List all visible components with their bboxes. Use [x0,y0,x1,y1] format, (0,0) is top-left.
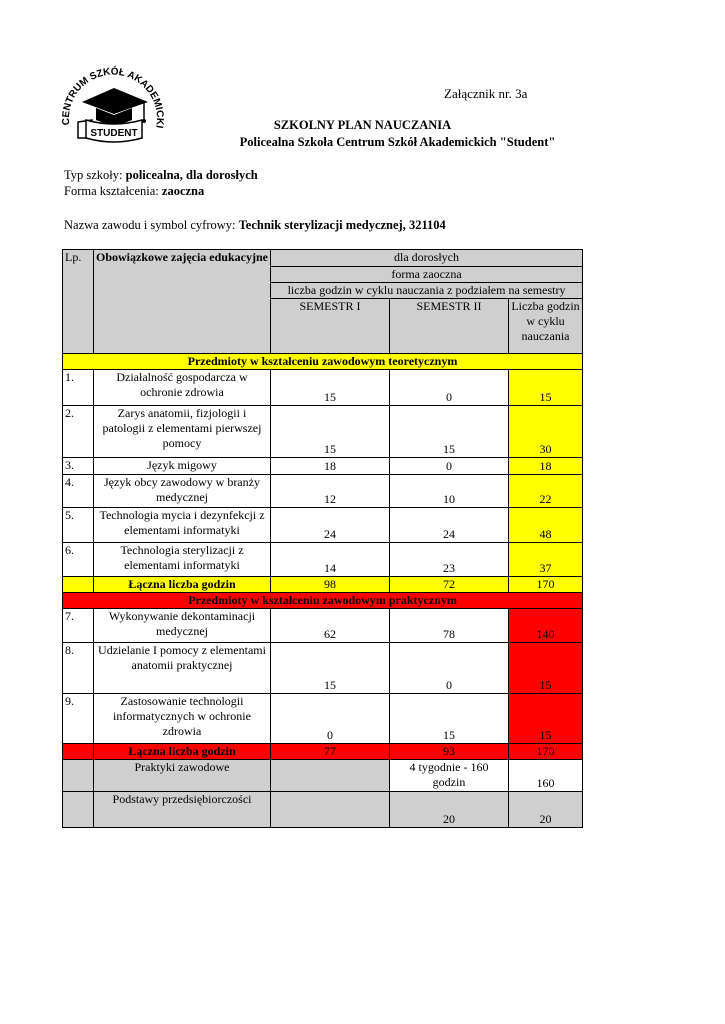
total-cell: 30 [509,406,583,458]
lp-cell: 2. [63,406,94,458]
section-row [63,354,583,370]
header-sem2: SEMESTR II [390,299,509,354]
sem1-cell [271,792,390,828]
header-row [63,250,583,267]
header-total-text: Liczba godzin w cyklu nauczania [511,299,580,343]
lp-cell: 5. [63,508,94,543]
table-row [63,508,583,543]
sum-lp-cell [63,744,94,760]
table-row [63,406,583,458]
total-cell: 22 [509,475,583,508]
table-row [63,475,583,508]
subject-cell: Zarys anatomii, fizjologii i patologii z elementami pierwszej pomocy [94,406,271,458]
sum-label: Łączna liczba godzin [94,577,271,593]
lp-cell: 8. [63,643,94,694]
total-cell: 160 [509,760,583,792]
table-row [63,694,583,744]
header-subjects: Obowiązkowe zajęcia edukacyjne [94,250,271,354]
sum-total: 170 [509,577,583,593]
sem2-cell: 0 [390,643,509,694]
header-total [509,299,583,354]
sem2-cell: 0 [390,370,509,406]
total-cell: 18 [509,458,583,475]
total-cell: 15 [509,643,583,694]
sum-label: Łączna liczba godzin [94,744,271,760]
header-audience: dla dorosłych [271,250,583,267]
section-practice: Przedmioty w kształceniu zawodowym praktycznym [63,593,583,609]
form-line [64,184,204,199]
sem1-cell: 62 [271,609,390,643]
header-hours-note: liczba godzin w cyklu nauczania z podziałem na semestry [271,283,583,299]
table-row [63,792,583,828]
table-row [63,760,583,792]
logo-arc-text: CENTRUM SZKÓŁ AKADEMICKI [60,66,166,130]
header-lp: Lp. [63,250,94,354]
sum-sem1: 98 [271,577,390,593]
profession-label: Nazwa zawodu i symbol cyfrowy: [64,218,239,232]
total-cell: 48 [509,508,583,543]
sem1-cell: 14 [271,543,390,577]
subject-cell: Zastosowanie technologii informatycznych w ochronie zdrowia [94,694,271,744]
lp-cell [63,760,94,792]
curriculum-table [62,249,583,828]
total-cell: 37 [509,543,583,577]
sem2-cell: 23 [390,543,509,577]
subject-cell: Udzielanie I pomocy z elementami anatomii praktycznej [94,643,271,694]
sem1-cell: 12 [271,475,390,508]
header-form: forma zaoczna [271,267,583,283]
sem2-cell: 15 [390,406,509,458]
profession-value: Technik sterylizacji medycznej, 321104 [238,218,446,232]
subject-cell: Działalność gospodarcza w ochronie zdrowia [94,370,271,406]
total-cell: 15 [509,694,583,744]
subject-cell: Technologia sterylizacji z elementami informatyki [94,543,271,577]
sem1-cell: 15 [271,406,390,458]
header-sem1: SEMESTR I [271,299,390,354]
sum-sem2: 72 [390,577,509,593]
school-type-label: Typ szkoły: [64,168,126,182]
section-theory: Przedmioty w kształceniu zawodowym teoretycznym [63,354,583,370]
school-name: Policealna Szkoła Centrum Szkół Akademickich "Student" [239,135,556,149]
sem2-cell: 24 [390,508,509,543]
lp-cell: 9. [63,694,94,744]
subject-cell: Technologia mycia i dezynfekcji z elementami informatyki [94,508,271,543]
section-row [63,593,583,609]
sum-row-theory [63,577,583,593]
sem1-cell: 15 [271,370,390,406]
sum-sem1: 77 [271,744,390,760]
lp-cell: 4. [63,475,94,508]
subject-cell: Wykonywanie dekontaminacji medycznej [94,609,271,643]
sum-total: 170 [509,744,583,760]
sem2-cell: 78 [390,609,509,643]
sem2-cell: 20 [390,792,509,828]
logo-banner-text: STUDENT [90,128,138,139]
form-label: Forma kształcenia: [64,184,162,198]
school-type-value: policealna, dla dorosłych [125,168,258,182]
sem1-cell: 15 [271,643,390,694]
table-row [63,609,583,643]
profession-line [64,218,446,233]
subject-cell: Język obcy zawodowy w branży medycznej [94,475,271,508]
lp-cell: 3. [63,458,94,475]
subject-cell: Język migowy [94,458,271,475]
total-cell: 15 [509,370,583,406]
sum-row-practice [63,744,583,760]
table-row [63,643,583,694]
lp-cell: 1. [63,370,94,406]
table-row [63,458,583,475]
lp-cell [63,792,94,828]
sem2-cell: 15 [390,694,509,744]
sem1-cell: 0 [271,694,390,744]
sem2-cell: 10 [390,475,509,508]
subject-cell: Praktyki zawodowe [94,760,271,792]
sum-sem2: 93 [390,744,509,760]
sem2-cell: 0 [390,458,509,475]
form-value: zaoczna [161,184,205,198]
page-title: SZKOLNY PLAN NAUCZANIA [273,118,452,132]
school-type-line [64,168,258,183]
lp-cell: 6. [63,543,94,577]
sem2-cell: 4 tygodnie - 160 godzin [390,760,509,792]
sem1-cell [271,760,390,792]
annex-label: Załącznik nr. 3a [444,86,528,101]
table-row [63,543,583,577]
sem1-cell: 18 [271,458,390,475]
table-row [63,370,583,406]
total-cell: 20 [509,792,583,828]
sem1-cell: 24 [271,508,390,543]
total-cell: 140 [509,609,583,643]
sum-lp-cell [63,577,94,593]
subject-cell: Podstawy przedsiębiorczości [94,792,271,828]
lp-cell: 7. [63,609,94,643]
